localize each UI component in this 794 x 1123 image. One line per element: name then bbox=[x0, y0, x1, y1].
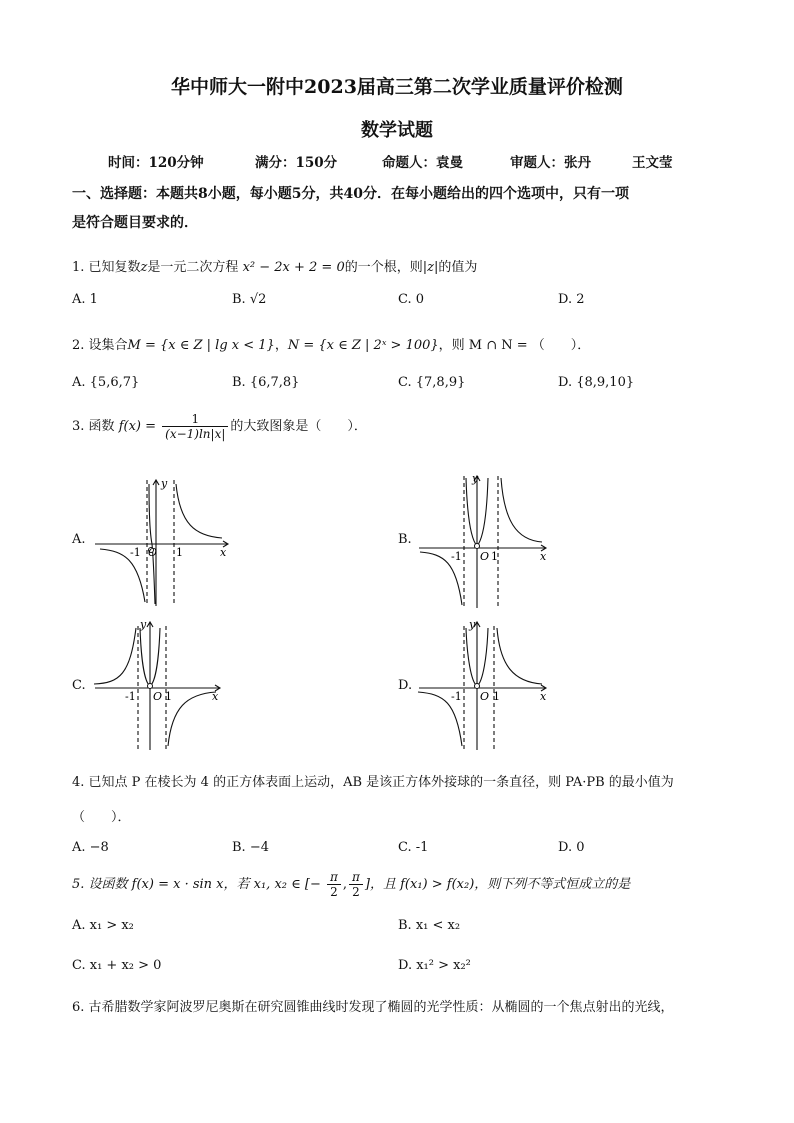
graph-a-label-y: y bbox=[161, 477, 168, 490]
q3-suffix: 的大致图象是（ ）． bbox=[230, 419, 367, 434]
question-4-line1: 4. 已知点 P 在棱长为 4 的正方体表面上运动，AB 是该正方体外接球的一条直径，则 PA·PB 的最小值为 bbox=[72, 775, 674, 790]
q5-frac-1-num: π bbox=[327, 870, 341, 885]
q3-numerator: 1 bbox=[162, 412, 228, 427]
graph-a-label-1: 1 bbox=[176, 546, 183, 559]
graph-d-label-x: x bbox=[540, 690, 547, 703]
exam-author: 命题人：袁曼 bbox=[382, 155, 463, 171]
graph-c-curve-left bbox=[94, 628, 136, 684]
q3-label-b: B. bbox=[398, 532, 412, 547]
exam-reviewer: 审题人：张丹 bbox=[510, 155, 591, 171]
q5-option-a: A. x₁ > x₂ bbox=[72, 918, 134, 933]
graph-b-curve-right bbox=[501, 478, 542, 542]
q5-prefix: 5. 设函数 f(x) = x · sin x，若 x₁, x₂ ∈ [− bbox=[72, 877, 321, 892]
q2-prefix: 2. 设集合 bbox=[72, 338, 128, 353]
q1-mid2: 的一个根，则 bbox=[344, 260, 423, 275]
q3-func: f(x) = bbox=[118, 419, 156, 434]
graph-a-label-o: O bbox=[148, 546, 158, 559]
q3-label-d: D. bbox=[398, 678, 413, 693]
graph-a bbox=[90, 474, 240, 609]
q2-option-a: A. {5,6,7} bbox=[72, 375, 140, 390]
graph-d-label-neg1: -1 bbox=[451, 690, 462, 703]
section-heading-line1: 一、选择题：本题共8小题，每小题5分，共40分．在每小题给出的四个选项中，只有一项 bbox=[72, 186, 629, 202]
graph-b-label-x: x bbox=[540, 550, 547, 563]
graph-a-curve-right bbox=[176, 484, 222, 538]
q5-frac-1 bbox=[327, 870, 341, 899]
q1-option-a: A. 1 bbox=[72, 292, 98, 307]
q2-sep: ， bbox=[274, 338, 288, 353]
q5-frac-2-den: 2 bbox=[352, 885, 360, 899]
q5-suffix: ]，且 f(x₁) > f(x₂)，则下列不等式恒成立的是 bbox=[364, 877, 631, 892]
q2-option-d: D. {8,9,10} bbox=[558, 375, 635, 390]
q3-fraction bbox=[162, 412, 228, 441]
q4-option-a: A. −8 bbox=[72, 840, 109, 855]
graph-d bbox=[414, 616, 554, 754]
q2-suffix: ，则 M ∩ N = （ ）． bbox=[438, 338, 591, 353]
question-3 bbox=[72, 412, 367, 441]
q4-option-b: B. −4 bbox=[232, 840, 269, 855]
graph-c-label-1: 1 bbox=[165, 690, 172, 703]
graph-b-label-neg1: -1 bbox=[451, 550, 462, 563]
q3-label-a: A. bbox=[72, 532, 86, 547]
exam-subtitle: 数学试题 bbox=[361, 120, 433, 141]
exam-time: 时间：120分钟 bbox=[108, 155, 204, 171]
q5-option-c: C. x₁ + x₂ > 0 bbox=[72, 958, 162, 973]
graph-a-label-x: x bbox=[220, 546, 227, 559]
graph-c-curve-right bbox=[168, 692, 216, 746]
question-1 bbox=[72, 256, 477, 275]
q5-option-d: D. x₁² > x₂² bbox=[398, 958, 471, 973]
q1-var: z bbox=[140, 260, 148, 275]
q1-option-c: C. 0 bbox=[398, 292, 425, 307]
q1-prefix: 1. 已知复数 bbox=[72, 260, 141, 275]
q1-mid: 是一元二次方程 bbox=[147, 260, 239, 275]
question-6-line1: 6. 古希腊数学家阿波罗尼奥斯在研究圆锥曲线时发现了椭圆的光学性质：从椭圆的一个焦点射出的光线， bbox=[72, 1000, 674, 1015]
graph-c-label-x: x bbox=[212, 690, 219, 703]
exam-title: 华中师大一附中2023届高三第二次学业质量评价检测 bbox=[171, 76, 623, 98]
graph-d-label-o: O bbox=[480, 690, 490, 703]
q4-option-d: D. 0 bbox=[558, 840, 585, 855]
q5-comma: , bbox=[342, 877, 348, 892]
graph-b-label-1: 1 bbox=[491, 550, 498, 563]
graph-c-label-o: O bbox=[153, 690, 163, 703]
q5-frac-2 bbox=[349, 870, 363, 899]
q3-label-c: C. bbox=[72, 678, 86, 693]
q2-set-n: N = {x ∈ Z | 2ˣ > 100} bbox=[287, 338, 439, 353]
q1-suffix: 的值为 bbox=[438, 260, 478, 275]
graph-d-hole bbox=[475, 684, 480, 689]
q5-frac-1-den: 2 bbox=[330, 885, 338, 899]
q3-prefix: 3. 函数 bbox=[72, 419, 115, 434]
graph-c-label-neg1: -1 bbox=[125, 690, 136, 703]
question-2 bbox=[72, 334, 590, 353]
q3-denominator: (x−1)ln|x| bbox=[165, 427, 226, 441]
q5-option-b: B. x₁ < x₂ bbox=[398, 918, 461, 933]
exam-reviewer-2: 王文莹 bbox=[632, 155, 673, 171]
exam-score: 满分：150分 bbox=[255, 155, 338, 171]
graph-d-label-y: y bbox=[469, 618, 476, 631]
graph-b-label-y: y bbox=[472, 472, 479, 485]
graph-b-hole bbox=[475, 544, 480, 549]
q2-option-b: B. {6,7,8} bbox=[232, 375, 300, 390]
question-4-line2: （ ）． bbox=[72, 810, 131, 825]
section-heading-line2: 是符合题目要求的． bbox=[72, 215, 198, 231]
q5-frac-2-num: π bbox=[349, 870, 363, 885]
graph-c bbox=[90, 616, 230, 754]
question-5 bbox=[72, 870, 630, 899]
q4-option-c: C. -1 bbox=[398, 840, 429, 855]
q1-option-b: B. √2 bbox=[232, 292, 267, 307]
q2-set-m: M = {x ∈ Z | lg x < 1} bbox=[127, 338, 275, 353]
q2-option-c: C. {7,8,9} bbox=[398, 375, 466, 390]
graph-b-label-o: O bbox=[480, 550, 490, 563]
graph-a-label-neg1: -1 bbox=[130, 546, 141, 559]
graph-d-label-1: 1 bbox=[493, 690, 500, 703]
q1-abs: |z| bbox=[422, 260, 439, 275]
q1-option-d: D. 2 bbox=[558, 292, 585, 307]
q1-equation: x² − 2x + 2 = 0 bbox=[242, 260, 345, 275]
graph-c-label-y: y bbox=[140, 618, 147, 631]
graph-b bbox=[414, 470, 554, 610]
graph-d-curve-right bbox=[497, 628, 542, 684]
graph-c-hole bbox=[148, 684, 153, 689]
